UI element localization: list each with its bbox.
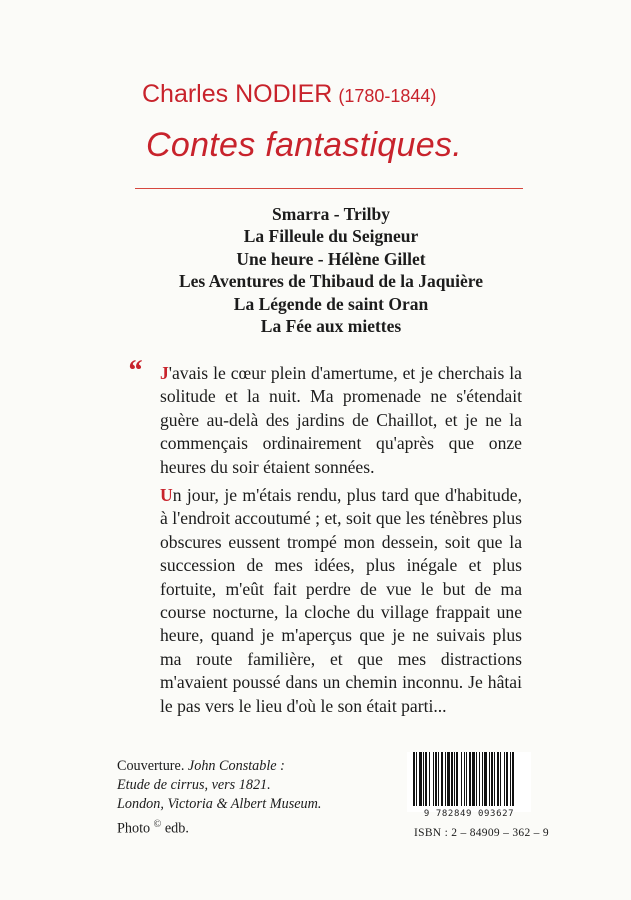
author-name: Charles NODIER: [142, 80, 333, 108]
barcode-bar: [504, 752, 505, 806]
barcode-bar: [472, 752, 475, 806]
author-line: [142, 80, 436, 109]
photo-label: Photo: [117, 820, 151, 837]
barcode: [407, 752, 531, 819]
barcode-bar: [425, 752, 427, 806]
barcode-bar: [482, 752, 483, 806]
barcode-bar: [416, 752, 417, 806]
barcode-bar: [445, 752, 446, 806]
barcode-bar: [469, 752, 471, 806]
copyright-symbol: ©: [153, 818, 162, 830]
barcode-bar: [441, 752, 443, 806]
credit-label: Couverture.: [117, 758, 185, 774]
barcode-bar: [497, 752, 499, 806]
barcode-bar: [419, 752, 422, 806]
excerpt-paragraph: [160, 362, 522, 479]
credit-artwork: Etude de cirrus, vers 1821.: [117, 777, 271, 794]
barcode-bar: [491, 752, 493, 806]
opening-quote-mark: “: [127, 354, 142, 387]
barcode-bar: [494, 752, 495, 806]
book-title: Contes fantastiques.: [146, 126, 462, 164]
barcode-bar: [464, 752, 465, 806]
barcode-bar: [510, 752, 511, 806]
contents-item: Une heure - Hélène Gillet: [236, 248, 426, 269]
contents-item: Les Aventures de Thibaud de la Jaquière: [178, 271, 484, 292]
barcode-bar: [461, 752, 462, 806]
title-divider: [135, 188, 523, 189]
barcode-bar: [413, 752, 415, 806]
credit-line: [117, 757, 321, 776]
barcode-bar: [479, 752, 480, 806]
barcode-bar: [447, 752, 450, 806]
excerpt-paragraph: [160, 484, 522, 718]
contents-item: La Fée aux miettes: [260, 316, 402, 337]
barcode-bar: [512, 752, 514, 806]
contents-item: Smarra - Trilby: [272, 204, 390, 224]
barcode-bar: [484, 752, 487, 806]
paragraph-body: 'avais le cœur plein d'amertume, et je cherchais la solitude et la nuit. Ma promenade ne s'étendait guère au-delà des jardins de Chaillot, et je ne la commençais ordinairement qu'après que onze heures du soir étaient sonnées.: [160, 363, 522, 477]
photo-credit: edb.: [164, 820, 189, 837]
barcode-digits: 9 782849 093627: [423, 809, 515, 819]
credit-line: [117, 815, 321, 839]
barcode-bar: [489, 752, 490, 806]
barcode-bars: [411, 752, 527, 808]
barcode-bar: [454, 752, 455, 806]
barcode-bar: [423, 752, 424, 806]
barcode-bar: [433, 752, 434, 806]
contents-list: [100, 203, 562, 337]
barcode-bar: [451, 752, 453, 806]
barcode-bar: [500, 752, 501, 806]
barcode-bar: [466, 752, 467, 806]
paragraph-initial: U: [160, 485, 173, 506]
credit-artist: John Constable :: [187, 758, 285, 774]
credit-line: [117, 776, 321, 795]
cover-credits: [117, 757, 321, 839]
barcode-bar: [435, 752, 437, 806]
credit-line: [117, 795, 321, 814]
isbn-text: ISBN : 2 – 84909 – 362 – 9: [414, 827, 549, 839]
credit-museum: London, Victoria & Albert Museum.: [117, 796, 322, 813]
barcode-bar: [429, 752, 430, 806]
excerpt-text: [160, 362, 522, 718]
paragraph-initial: J: [160, 363, 169, 383]
barcode-bar: [476, 752, 477, 806]
barcode-bar: [506, 752, 508, 806]
author-dates: (1780-1844): [338, 86, 437, 106]
paragraph-body: n jour, je m'étais rendu, plus tard que d'habitude, à l'endroit accoutumé ; et, soit que les ténèbres plus obscures eussent trompé mon dessein, soit que la succession de mes idées, plus inégale et plus fortuite, m'eût fait perdre de vue le but de ma course nocturne, la cloche du village frappait une heure, quand je m'aperçus que je ne suivais plus ma route familière, et que mes distractions m'avaient poussé dans un chemin inconnu. Je hâtai le pas vers le lieu d'où le son était parti...: [160, 485, 522, 716]
contents-item: La Filleule du Seigneur: [243, 226, 419, 247]
contents-item: La Légende de saint Oran: [233, 293, 429, 314]
barcode-bar: [456, 752, 458, 806]
barcode-bar: [438, 752, 439, 806]
